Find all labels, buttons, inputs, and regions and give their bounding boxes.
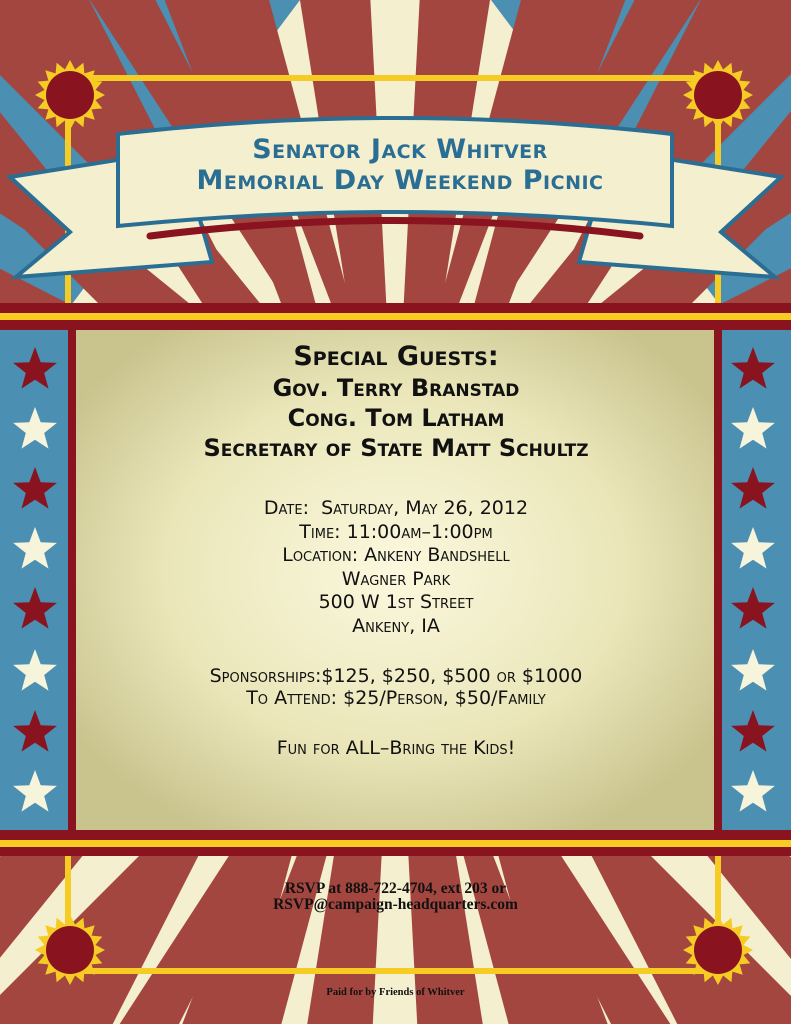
- sunburst-badge-center: [694, 71, 742, 119]
- event-details: [82, 497, 710, 638]
- rsvp-email: RSVP@campaign-headquarters.com: [273, 896, 518, 913]
- sunburst-badge-center: [46, 71, 94, 119]
- band-maroon-bottom-2: [0, 847, 791, 856]
- event-location: Location: Ankeny Bandshell: [282, 544, 510, 566]
- event-date: Date: Saturday, May 26, 2012: [263, 497, 529, 519]
- event-venue: Wagner Park: [341, 567, 451, 590]
- event-city: Ankeny, IA: [352, 614, 440, 637]
- band-gold-bottom: [0, 840, 791, 847]
- pricing: [82, 665, 710, 709]
- title-line-2: Memorial Day Weekend Picnic: [196, 165, 604, 196]
- sunburst-badge-center: [694, 926, 742, 974]
- event-time: Time: 11:00am–1:00pm: [299, 520, 493, 543]
- side-column-right: [721, 330, 791, 830]
- side-column-left: [0, 330, 70, 830]
- panel-text: [82, 338, 710, 759]
- event-street: 500 W 1st Street: [318, 591, 474, 613]
- tagline: Fun for ALL–Bring the Kids!: [276, 737, 516, 759]
- rsvp-info: [150, 881, 641, 913]
- ribbon-underline: [150, 221, 640, 237]
- band-maroon-top: [0, 303, 791, 313]
- band-gold-top: [0, 313, 791, 320]
- rsvp-phone: RSVP at 888-722-4704, ext 203 or: [284, 880, 507, 897]
- sponsorship-prices: Sponsorships:$125, $250, $500 or $1000: [209, 665, 583, 687]
- band-maroon-bottom: [0, 830, 791, 840]
- guest-name: Gov. Terry Branstad: [272, 374, 520, 402]
- guest-name: Secretary of State Matt Schultz: [203, 434, 589, 462]
- guests-heading: Special Guests:: [293, 341, 499, 372]
- sunburst-badge-center: [46, 926, 94, 974]
- attendance-prices: To Attend: $25/Person, $50/Family: [246, 687, 546, 709]
- title-line-1: Senator Jack Whitver: [252, 134, 548, 165]
- paid-for-disclaimer: Paid for by Friends of Whitver: [326, 987, 465, 998]
- guest-name: Cong. Tom Latham: [287, 404, 505, 432]
- band-maroon-top-2: [0, 320, 791, 330]
